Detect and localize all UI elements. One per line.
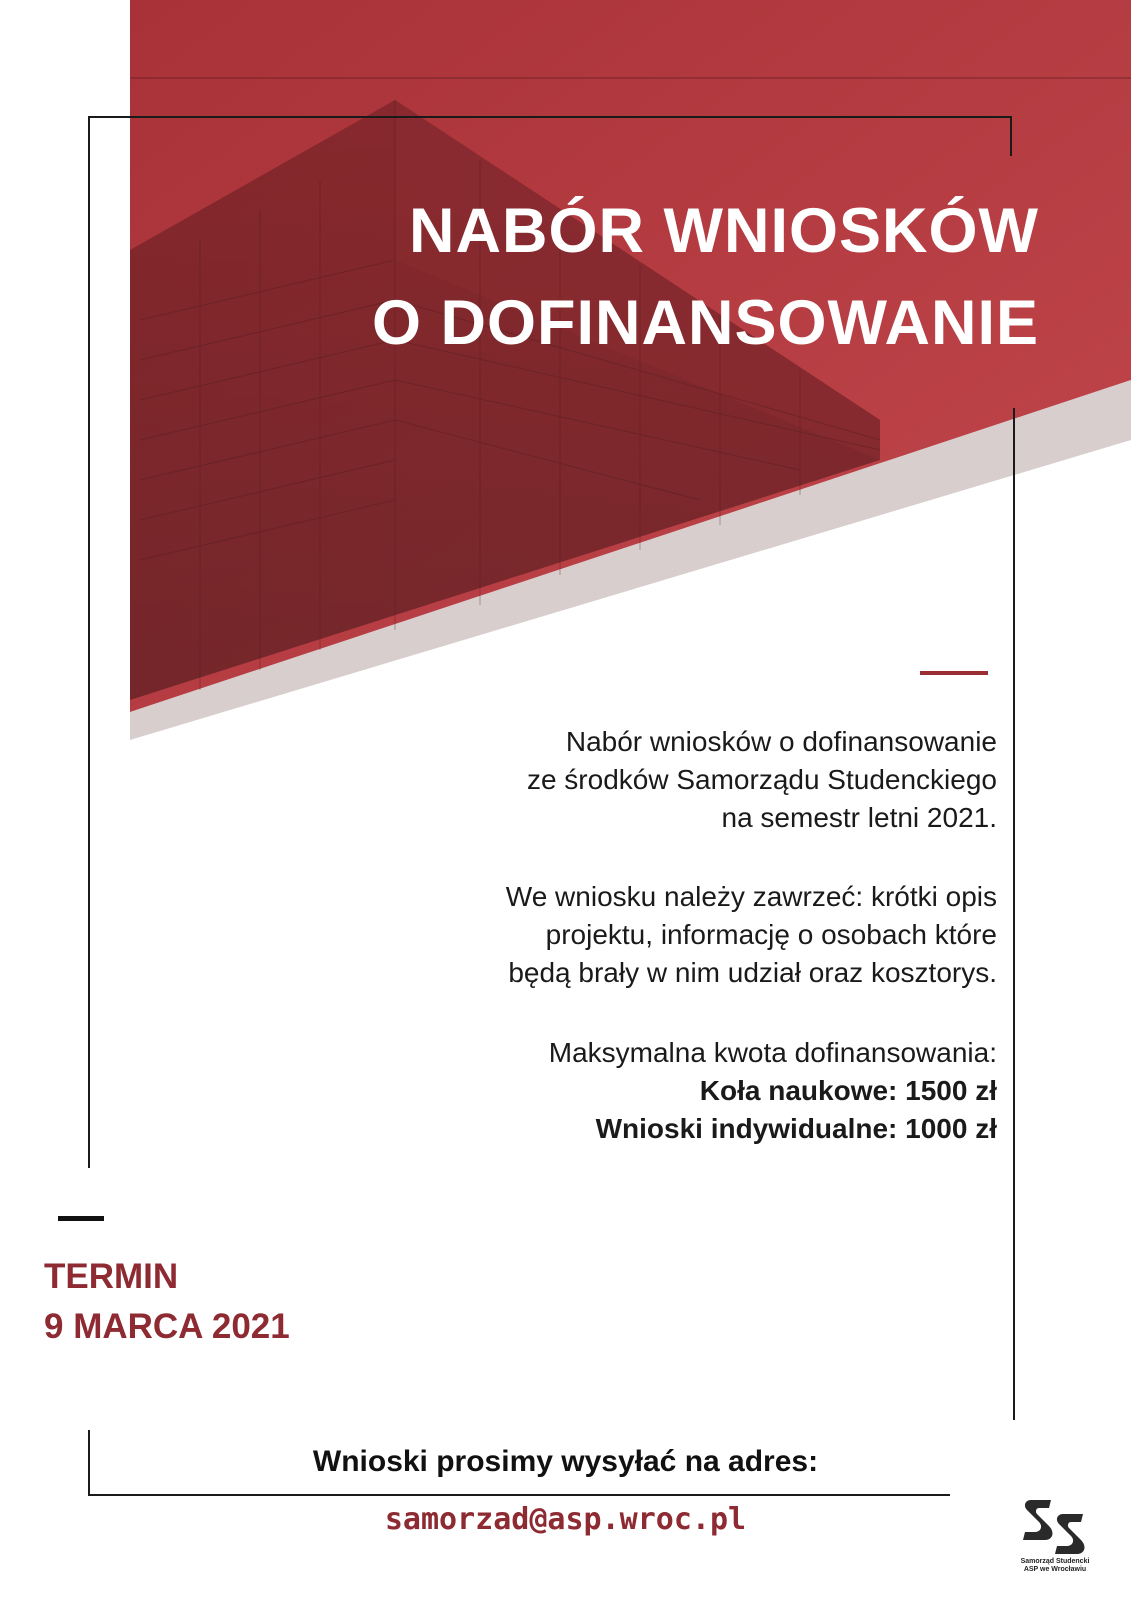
- funding-item-individual: Wnioski indywidualne: 1000 zł: [595, 1113, 997, 1144]
- contact-label: Wnioski prosimy wysyłać na adres:: [312, 1445, 819, 1478]
- poster-title: [372, 185, 1039, 369]
- intro-line: Nabór wniosków o dofinansowanie: [565, 726, 997, 757]
- frame-left-line: [88, 116, 90, 1168]
- accent-divider: [920, 671, 988, 675]
- ss-logo-icon: [1023, 1496, 1087, 1558]
- requirements-line: projektu, informację o osobach które: [545, 919, 997, 950]
- requirements-line: będą brały w nim udział oraz kosztorys.: [508, 957, 997, 988]
- logo-caption-line-1: Samorząd Studencki: [1020, 1558, 1090, 1565]
- deadline-date: 9 MARCA 2021: [44, 1307, 290, 1346]
- contact-email-link[interactable]: samorzad@asp.wroc.pl: [384, 1502, 747, 1537]
- frame-right-line: [1013, 408, 1015, 1420]
- deadline-divider: [58, 1216, 104, 1221]
- title-line-1: NABÓR WNIOSKÓW: [409, 196, 1039, 266]
- funding-section: [549, 1034, 997, 1148]
- frame-bottom-line: [88, 1494, 950, 1496]
- frame-right-line-upper: [1010, 116, 1012, 156]
- title-line-2: O DOFINANSOWANIE: [371, 288, 1039, 358]
- student-union-logo: [1015, 1496, 1095, 1592]
- deadline: [44, 1252, 290, 1352]
- requirements-paragraph: [506, 878, 997, 992]
- requirements-line: We wniosku należy zawrzeć: krótki opis: [505, 881, 997, 912]
- deadline-label: TERMIN: [44, 1257, 179, 1296]
- funding-item-science-clubs: Koła naukowe: 1500 zł: [699, 1075, 997, 1106]
- intro-line: ze środków Samorządu Studenckiego: [526, 764, 997, 795]
- intro-line: na semestr letni 2021.: [721, 802, 997, 833]
- funding-heading: Maksymalna kwota dofinansowania:: [548, 1037, 997, 1068]
- intro-paragraph: [527, 723, 997, 837]
- frame-top-line: [88, 116, 1012, 118]
- logo-caption-line-2: ASP we Wrocławiu: [1023, 1566, 1087, 1573]
- hero-building-photo: [0, 0, 1131, 740]
